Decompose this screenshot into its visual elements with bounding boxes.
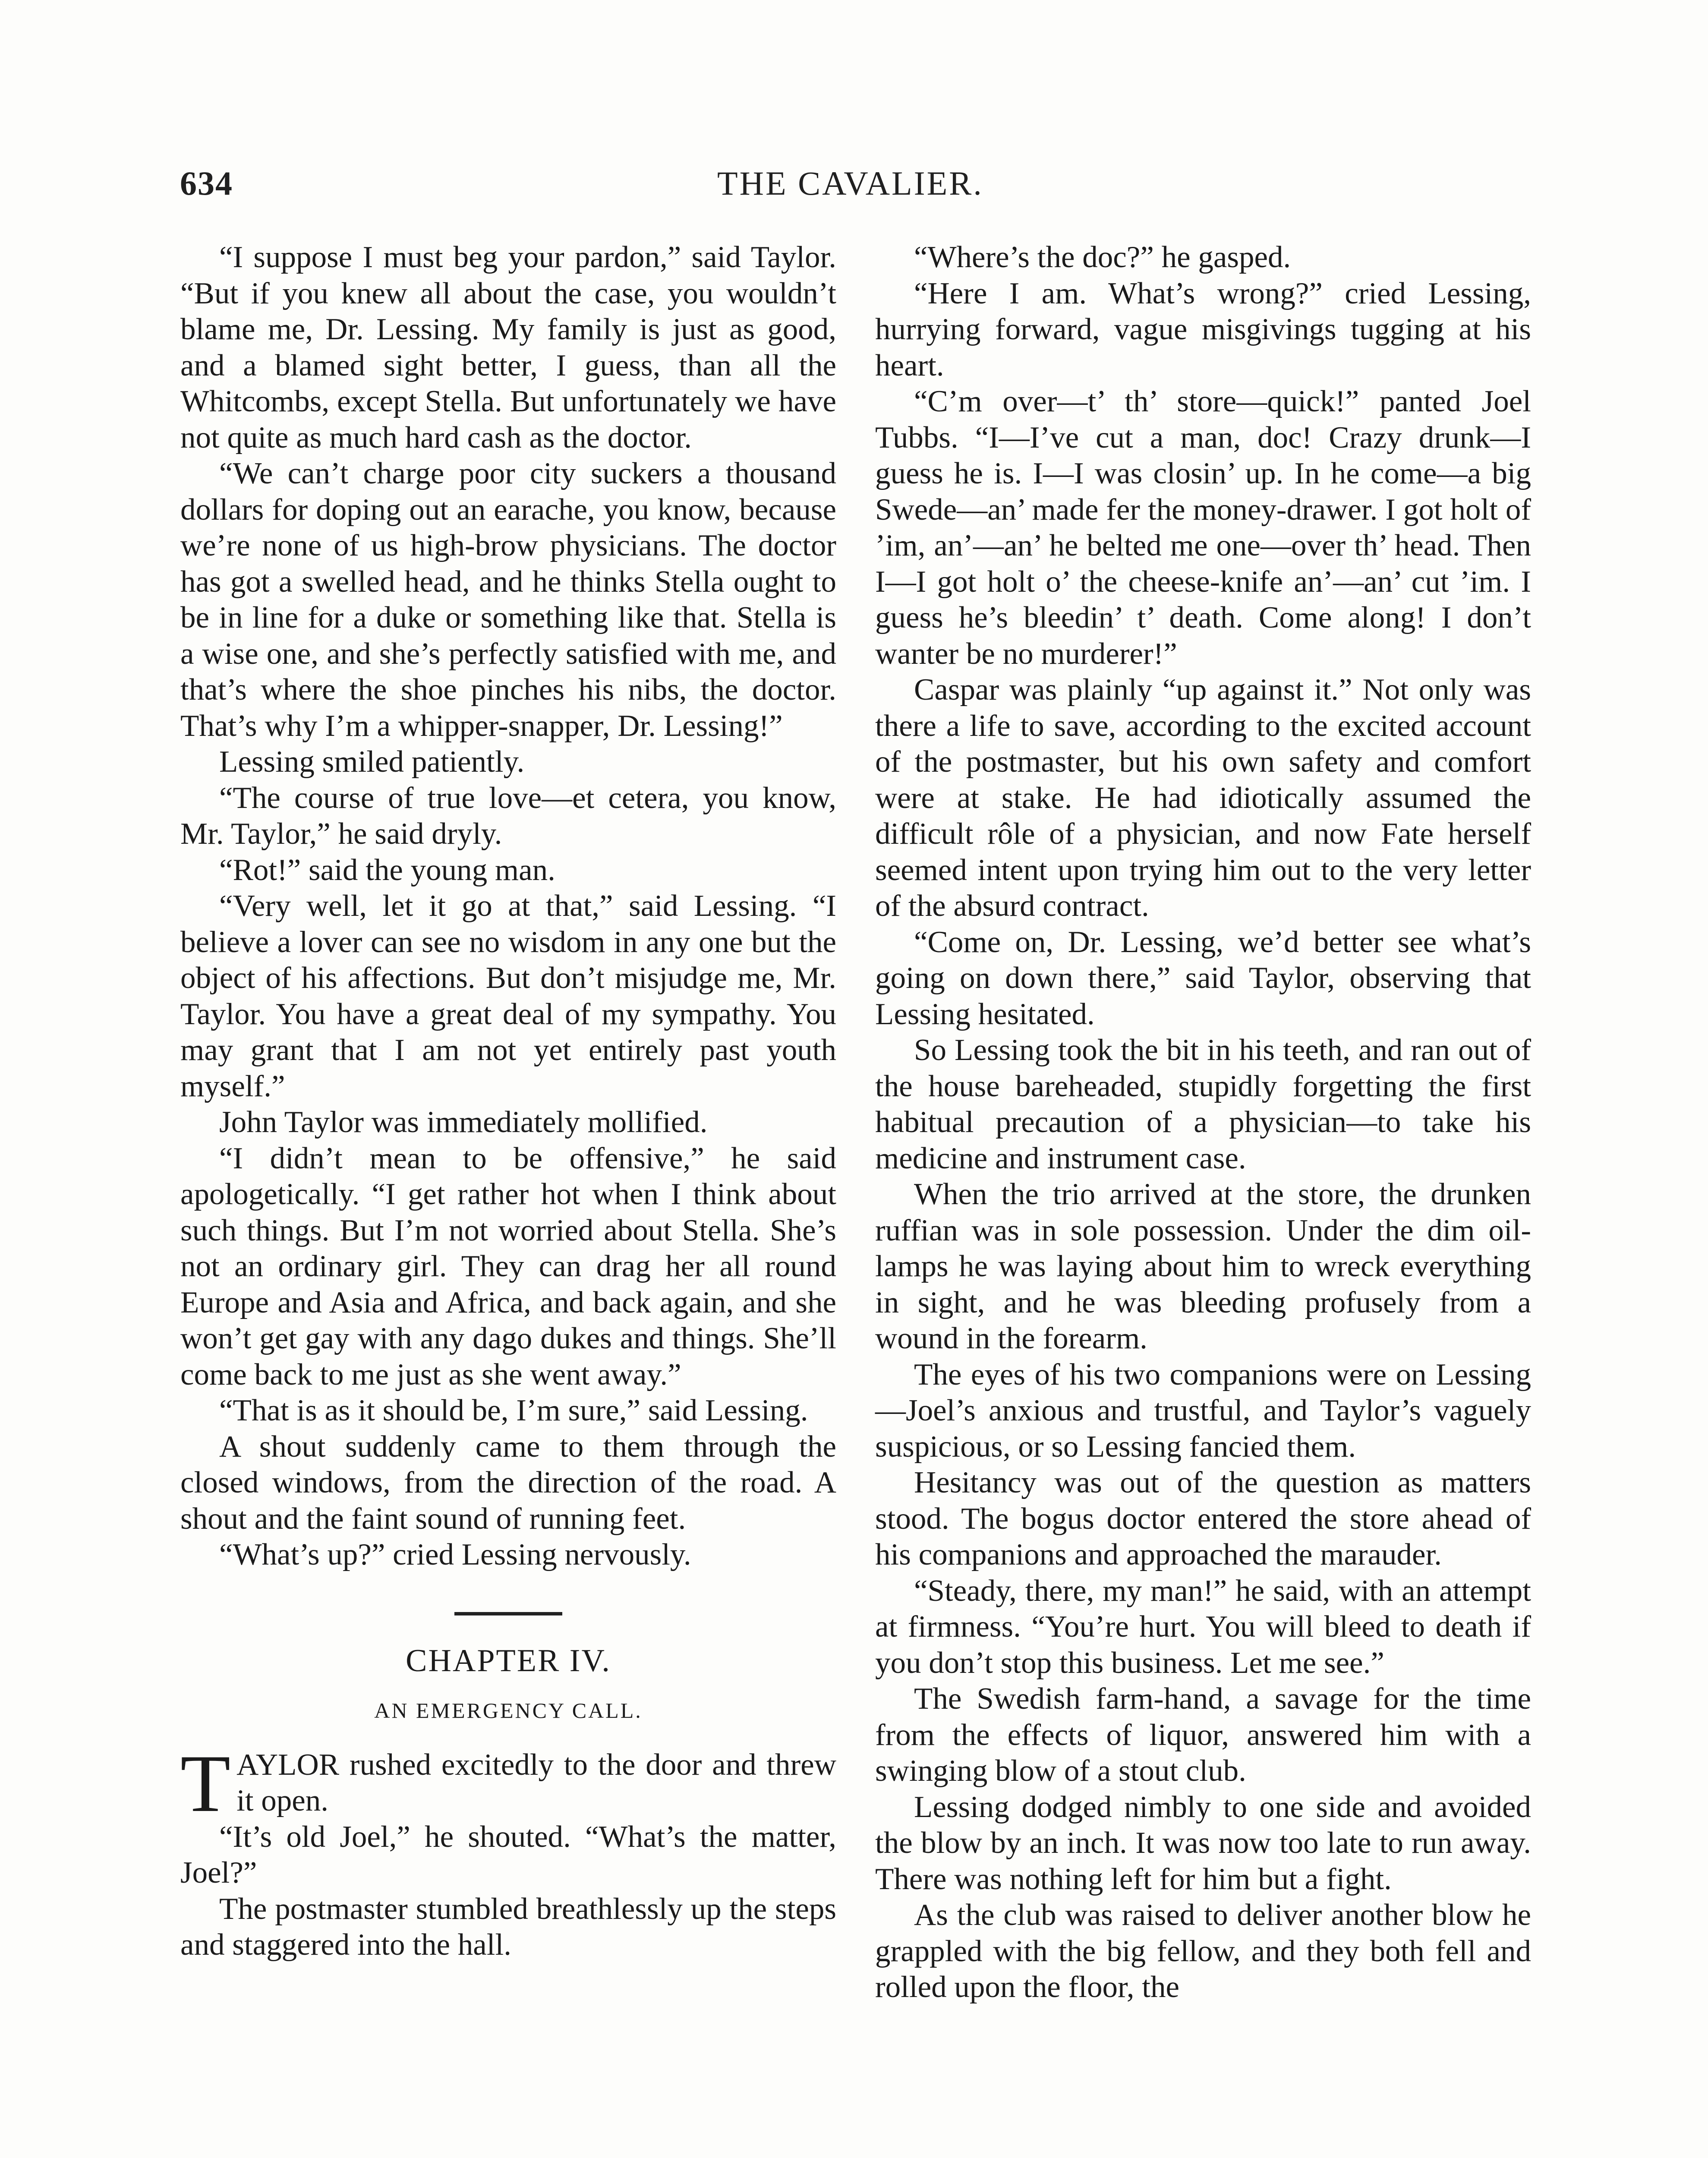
paragraph: “Where’s the doc?” he gasped.	[914, 240, 1291, 274]
paragraph: “Come on, Dr. Lessing, we’d better see what’s going on down there,” said Taylor, observing that Lessing hesitated.	[875, 925, 1531, 1031]
drop-cap: T	[180, 1738, 231, 1829]
paragraph: The postmaster stumbled breathlessly up the steps and staggered into the hall.	[180, 1892, 836, 1962]
paragraph: “Rot!” said the young man.	[219, 853, 555, 887]
chapter-opening-paragraph	[180, 1738, 836, 1829]
section-divider	[454, 1612, 562, 1615]
paragraph: John Taylor was immediately mollified.	[219, 1105, 708, 1139]
paragraph: The Swedish farm-hand, a savage for the time from the effects of liquor, answered him with a swinging blow of a stout club.	[875, 1682, 1531, 1788]
right-column	[875, 240, 1531, 2006]
paragraph: “It’s old Joel,” he shouted. “What’s the matter, Joel?”	[180, 1820, 836, 1890]
paragraph: Lessing smiled patiently.	[219, 745, 525, 779]
paragraph: As the club was raised to deliver another blow he grappled with the big fellow, and they both fell and rolled upon the floor, the	[875, 1898, 1531, 2004]
paragraph: Caspar was plainly “up against it.” Not only was there a life to save, according to the excited account of the postmaster, but his own safety and comfort were at stake. He had idiotically assumed the difficult rôle of a physician, and now Fate herself seemed intent upon trying him out to the very letter of the absurd contract.	[875, 673, 1531, 923]
paragraph: Hesitancy was out of the question as matters stood. The bogus doctor entered the store ahead of his companions and approached the marauder.	[875, 1466, 1531, 1571]
paragraph: “I suppose I must beg your pardon,” said Taylor. “But if you knew all about the case, you wouldn’t blame me, Dr. Lessing. My family is just as good, and a blamed sight better, I guess, than all the Whitcombs, except Stella. But unfortunately we have not quite as much hard cash as the doctor.	[180, 240, 836, 454]
paragraph: “What’s up?” cried Lessing nervously.	[219, 1538, 691, 1571]
paragraph: “C’m over—t’ th’ store—quick!” panted Joel Tubbs. “I—I’ve cut a man, doc! Crazy drunk—I guess he is. I—I was closin’ up. In he come—a big Swede—an’ made fer the money-drawer. I got holt of ’im, an’—an’ he belted me one—over th’ head. Then I—I got holt o’ the cheese-knife an’—an’ cut ’im. I guess he’s bleedin’ t’ death. Come along! I don’t wanter be no murderer!”	[875, 385, 1531, 671]
paragraph: “Very well, let it go at that,” said Lessing. “I believe a lover can see no wisdom in any one but the object of his affections. But don’t misjudge me, Mr. Taylor. You have a great deal of my sympathy. You may grant that I am not yet entirely past youth myself.”	[180, 889, 836, 1103]
paragraph: “I didn’t mean to be offensive,” he said apologetically. “I get rather hot when I think about such things. But I’m not worried about Stella. She’s not an ordinary girl. They can drag her all round Europe and Asia and Africa, and back again, and she won’t get gay with any dago dukes and things. She’ll come back to me just as she went away.”	[180, 1141, 836, 1391]
paragraph: “Steady, there, my man!” he said, with an attempt at firmness. “You’re hurt. You will bleed to death if you don’t stop this business. Let me see.”	[875, 1574, 1531, 1680]
paragraph: “That is as it should be, I’m sure,” said Lessing.	[219, 1394, 808, 1427]
page-number: 634	[180, 164, 233, 202]
chapter-title: CHAPTER IV.	[406, 1643, 611, 1678]
running-title: THE CAVALIER.	[717, 164, 983, 202]
paragraph: So Lessing took the bit in his teeth, and ran out of the house bareheaded, stupidly forgetting the first habitual precaution of a physician—to take his medicine and instrument case.	[875, 1033, 1531, 1175]
chapter-opening-text: AYLOR rushed excitedly to the door and threw it open.	[236, 1748, 836, 1817]
left-column	[180, 240, 836, 1963]
page-header	[180, 164, 1526, 216]
paragraph: When the trio arrived at the store, the drunken ruffian was in sole possession. Under the dim oil-lamps he was laying about him to wreck everything in sight, and he was bleeding profusely from a wound in the forearm.	[875, 1177, 1531, 1355]
paragraph: “The course of true love—et cetera, you know, Mr. Taylor,” he said dryly.	[180, 781, 836, 851]
paragraph: The eyes of his two companions were on Lessing—Joel’s anxious and trustful, and Taylor’s vaguely suspicious, or so Lessing fancied them.	[875, 1357, 1531, 1464]
chapter-subtitle: AN EMERGENCY CALL.	[374, 1698, 643, 1723]
paragraph: “Here I am. What’s wrong?” cried Lessing, hurrying forward, vague misgivings tugging at his heart.	[875, 276, 1531, 382]
paragraph: “We can’t charge poor city suckers a thousand dollars for doping out an earache, you know, because we’re none of us high-brow physicians. The doctor has got a swelled head, and he thinks Stella ought to be in line for a duke or something like that. Stella is a wise one, and she’s perfectly satisfied with me, and that’s where the shoe pinches his nibs, the doctor. That’s why I’m a whipper-snapper, Dr. Lessing!”	[180, 457, 836, 743]
paragraph: A shout suddenly came to them through the closed windows, from the direction of the road. A shout and the faint sound of running feet.	[180, 1429, 836, 1536]
paragraph: Lessing dodged nimbly to one side and avoided the blow by an inch. It was now too late to run away. There was nothing left for him but a fight.	[875, 1790, 1531, 1896]
